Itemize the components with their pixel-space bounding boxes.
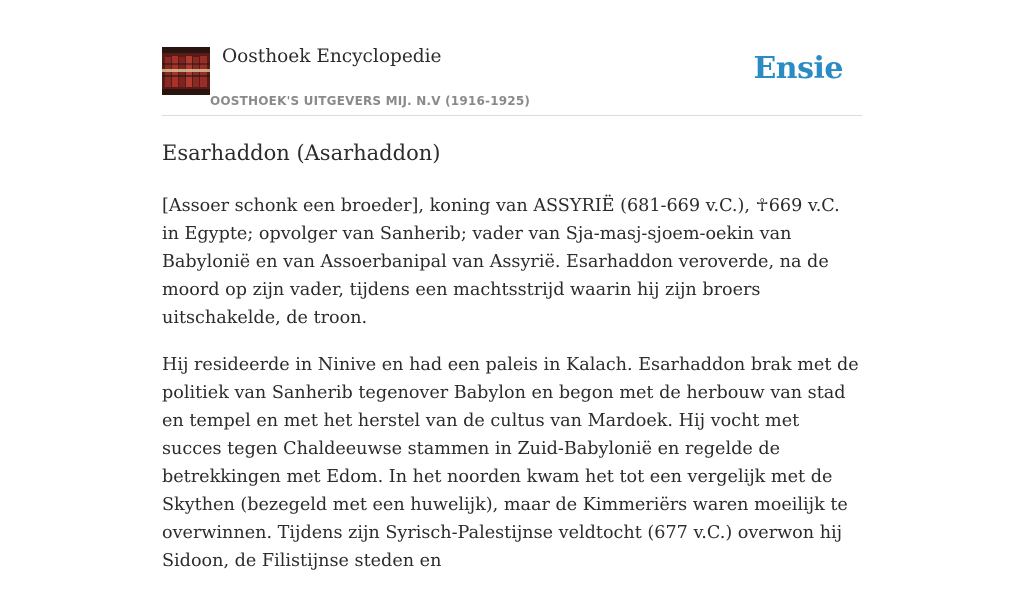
source-title[interactable]: Oosthoek Encyclopedie xyxy=(222,46,442,67)
entry-paragraph: [Assoer schonk een broeder], koning van ASSYRIË (681-669 v.C.), ☥669 v.C. in Egypte; opvolger van Sanherib; vader van Sja-masj-sjoem-oekin van Babylonië en van Assoerbanipal van Assyrië. Esarhaddon veroverde, na de moord op zijn vader, tijdens een machtsstrijd waarin hij zijn broers uitschakelde, de troon. xyxy=(162,196,840,328)
entry-body xyxy=(162,192,862,594)
entry-title: Esarhaddon (Asarhaddon) xyxy=(162,141,441,165)
entry-paragraph: Hij resideerde in Ninive en had een paleis in Kalach. Esarhaddon brak met de politiek van Sanherib tegenover Babylon en begon met de herbouw van stad en tempel en met het herstel van de cultus van Mardoek. Hij vocht met succes tegen Chaldeeuwse stammen in Zuid-Babylonië en regelde de betrekkingen met Edom. In het noorden kwam het tot een vergelijk met de Skythen (bezegeld met een huwelijk), maar de Kimmeriërs waren moeilijk te overwinnen. Tijdens zijn Syrisch-Palestijnse veldtocht (677 v.C.) overwon hij Sidoon, de Filistijnse steden en xyxy=(162,355,859,571)
source-avatar[interactable] xyxy=(162,47,210,95)
page-container xyxy=(162,0,862,571)
ensie-logo[interactable]: Ensie xyxy=(753,51,843,86)
encyclopedia-books-icon xyxy=(162,47,210,95)
source-subtitle: OOSTHOEK'S UITGEVERS MIJ. N.V (1916-1925) xyxy=(210,94,531,108)
source-header xyxy=(162,0,862,116)
